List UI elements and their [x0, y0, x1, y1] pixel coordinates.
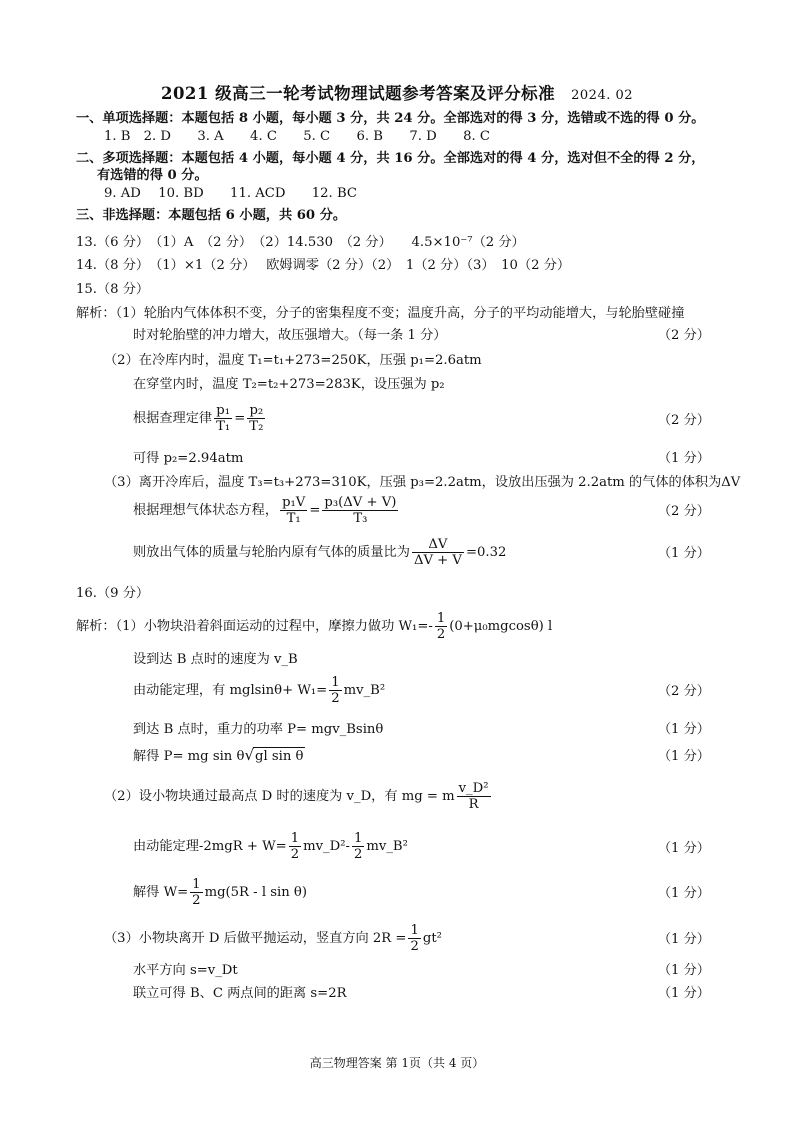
frac-p1-T1: [214, 403, 232, 434]
frac-num: 1: [331, 675, 340, 690]
q16-line4: 到达 B 点时，重力的功率 P= mgv_Bsinθ: [133, 722, 384, 737]
q15-line8: 根据理想气体状态方程， $\frac{\text{p₁V}}{\text{T₁}}$ = $\frac{\text{p₃(ΔV + V)}}{\text{T₃}}$: [133, 495, 397, 526]
q16-score3: （1 分）: [657, 749, 710, 764]
section1-head: 一、单项选择题：本题包括 8 小题，每小题 3 分，共 24 分。全部选对的得 3 分，选错或不选的得 0 分。: [76, 111, 705, 126]
q15-line4: 在穿堂内时，温度 T₂=t₂+273=283K，设压强为 p₂: [133, 377, 445, 392]
q16-score2: （1 分）: [657, 722, 710, 737]
q15-score3: （1 分）: [657, 451, 710, 466]
frac-half: [352, 831, 364, 862]
frac-num: p₁V: [282, 495, 306, 510]
ideal-gas-label: 根据理想气体状态方程，: [133, 503, 279, 518]
q14-line: 14.（8 分） （1）×1（2 分） 欧姆调零（2 分）（2） 1（2 分）（3） 10（2 分）: [76, 258, 571, 273]
q15-score2: （2 分）: [657, 413, 710, 428]
frac-half: [408, 923, 420, 954]
q16-text: mg(5R - l sin θ): [204, 885, 307, 900]
q16-score6: （1 分）: [657, 932, 710, 947]
q16-text: 解得 W=: [133, 885, 189, 900]
frac-half: [435, 611, 447, 642]
section2-head-1: 二、多项选择题：本题包括 4 小题，每小题 4 分，共 16 分。全部选对的得 4 分，选对但不全的得 2 分，: [76, 151, 705, 166]
q16-line10: 水平方向 s=v_Dt: [133, 963, 238, 978]
mass-ratio-value: =0.32: [465, 545, 507, 560]
frac-num: 1: [353, 831, 363, 846]
q16-line1: [76, 610, 552, 644]
q16-text: 解得 P= mg sin θ: [133, 749, 245, 764]
frac-den: T₁: [286, 511, 301, 526]
q13-line: 13.（6 分） （1）A （2 分） （2）14.530 （2 分） 4.5×10⁻⁷（2 分）: [76, 235, 525, 250]
q15-score4: （2 分）: [657, 504, 710, 519]
frac-vD2-R: [457, 781, 491, 812]
frac-half: [190, 877, 202, 908]
q16-text: 由动能定理-2mgR + W=: [133, 839, 287, 854]
frac-den: T₂: [249, 419, 264, 434]
frac-den: T₁: [216, 419, 231, 434]
q16-score8: （1 分）: [657, 986, 710, 1001]
q16-score5: （1 分）: [657, 886, 710, 901]
frac-num: ΔV: [412, 537, 464, 553]
q16-text: gt²: [422, 931, 442, 946]
q16-line9: [104, 922, 442, 956]
frac-den: 2: [436, 627, 446, 642]
q15-score1: （2 分）: [657, 328, 710, 343]
frac-den: T₃: [353, 511, 368, 526]
q16-line3: [133, 674, 385, 708]
q16-line8: [133, 876, 307, 910]
section1-answers: 1. B 2. D 3. A 4. C 5. C 6. B 7. D 8. C: [104, 129, 490, 144]
frac-num: 1: [290, 831, 300, 846]
frac-num: p₃(ΔV + V): [324, 495, 397, 510]
q15-line2: 时对轮胎壁的冲力增大，故压强增大。（每一条 1 分）: [133, 328, 447, 343]
frac-dV: [412, 537, 464, 568]
frac-p1V-T1: [280, 495, 307, 526]
date-text: 2024. 02: [571, 88, 634, 103]
frac-half: [329, 675, 341, 706]
frac-den: 2: [290, 847, 300, 862]
q16-score7: （1 分）: [657, 963, 710, 978]
frac-den: R: [468, 797, 479, 812]
q16-text: 解析：（1）小物块沿着斜面运动的过程中，摩擦力做功 W₁=-: [76, 619, 433, 634]
frac-num: 1: [436, 611, 446, 626]
frac-num: 1: [410, 923, 419, 938]
q16-line5: [133, 746, 305, 766]
frac-den: 2: [331, 691, 340, 706]
frac-p2-T2: [247, 403, 265, 434]
q15-line9: [133, 536, 506, 570]
sqrt-sign: √: [244, 746, 254, 764]
q16-text: (0+μ₀mgcosθ) l: [449, 619, 553, 634]
q15-line1: 解析：（1）轮胎内气体体积不变，分子的密集程度不变；温度升高，分子的平均动能增大，与轮胎壁碰撞: [76, 306, 685, 321]
frac-num: 1: [192, 877, 201, 892]
section2-answers: 9. AD 10. BD 11. ACD 12. BC: [104, 186, 357, 201]
frac-p3-T3: [322, 495, 398, 526]
frac-den: 2: [410, 939, 419, 954]
frac-den: 2: [353, 847, 363, 862]
section2-head-2: 有选错的得 0 分。: [97, 168, 208, 183]
title-text: 2021 级高三一轮考试物理试题参考答案及评分标准: [160, 84, 556, 103]
q16-score1: （2 分）: [657, 684, 710, 699]
section3-head: 三、非选择题：本题包括 6 小题，共 60 分。: [76, 208, 347, 223]
q15-line6: 可得 p₂=2.94atm: [133, 451, 244, 466]
mass-ratio-label: 则放出气体的质量与轮胎内原有气体的质量比为: [133, 545, 410, 560]
q16-text: （3）小物块离开 D 后做平抛运动，竖直方向 2R =: [104, 931, 407, 946]
page-footer: 高三物理答案 第 1页（共 4 页）: [309, 1056, 485, 1070]
frac-num: v_D²: [458, 781, 489, 796]
q15-score5: （1 分）: [657, 546, 710, 561]
q15-head: 15.（8 分）: [76, 282, 150, 297]
q16-score4: （1 分）: [657, 841, 710, 856]
frac-den: 2: [192, 893, 201, 908]
q15-line3: （2）在冷库内时，温度 T₁=t₁+273=250K，压强 p₁=2.6atm: [104, 353, 482, 368]
q16-text: （2）设小物块通过最高点 D 时的速度为 v_D，有 mg = m: [104, 789, 455, 804]
q16-text: 由动能定理，有 mglsinθ+ W₁=: [133, 683, 328, 698]
q16-line7: [133, 830, 408, 864]
page-title: [0, 80, 794, 104]
q16-text: mv_B²: [343, 683, 386, 698]
q16-head: 16.（9 分）: [76, 586, 150, 601]
charles-law-label: 根据查理定律: [133, 411, 213, 426]
q16-line2: 设到达 B 点时的速度为 v_B: [133, 652, 298, 667]
q16-line6: [104, 780, 493, 814]
q15-line5: 根据查理定律 $\frac{\text{p₁}}{\text{T₁}}$ = $\frac{\text{p₂}}{\text{T₂}}$: [133, 403, 264, 434]
frac-half: [289, 831, 301, 862]
q16-text: mv_B²: [366, 839, 408, 854]
q16-line11: 联立可得 B、C 两点间的距离 s=2R: [133, 986, 347, 1001]
frac-den: ΔV + V: [413, 553, 462, 568]
frac-num: p₁: [214, 403, 232, 419]
frac-num: p₂: [247, 403, 265, 419]
q15-line7: （3）离开冷库后，温度 T₃=t₃+273=310K，压强 p₃=2.2atm，设放出压强为 2.2atm 的气体的体积为ΔV: [104, 475, 741, 490]
q16-text: mv_D²-: [303, 839, 350, 854]
sqrt-content: gl sin θ: [255, 749, 304, 764]
